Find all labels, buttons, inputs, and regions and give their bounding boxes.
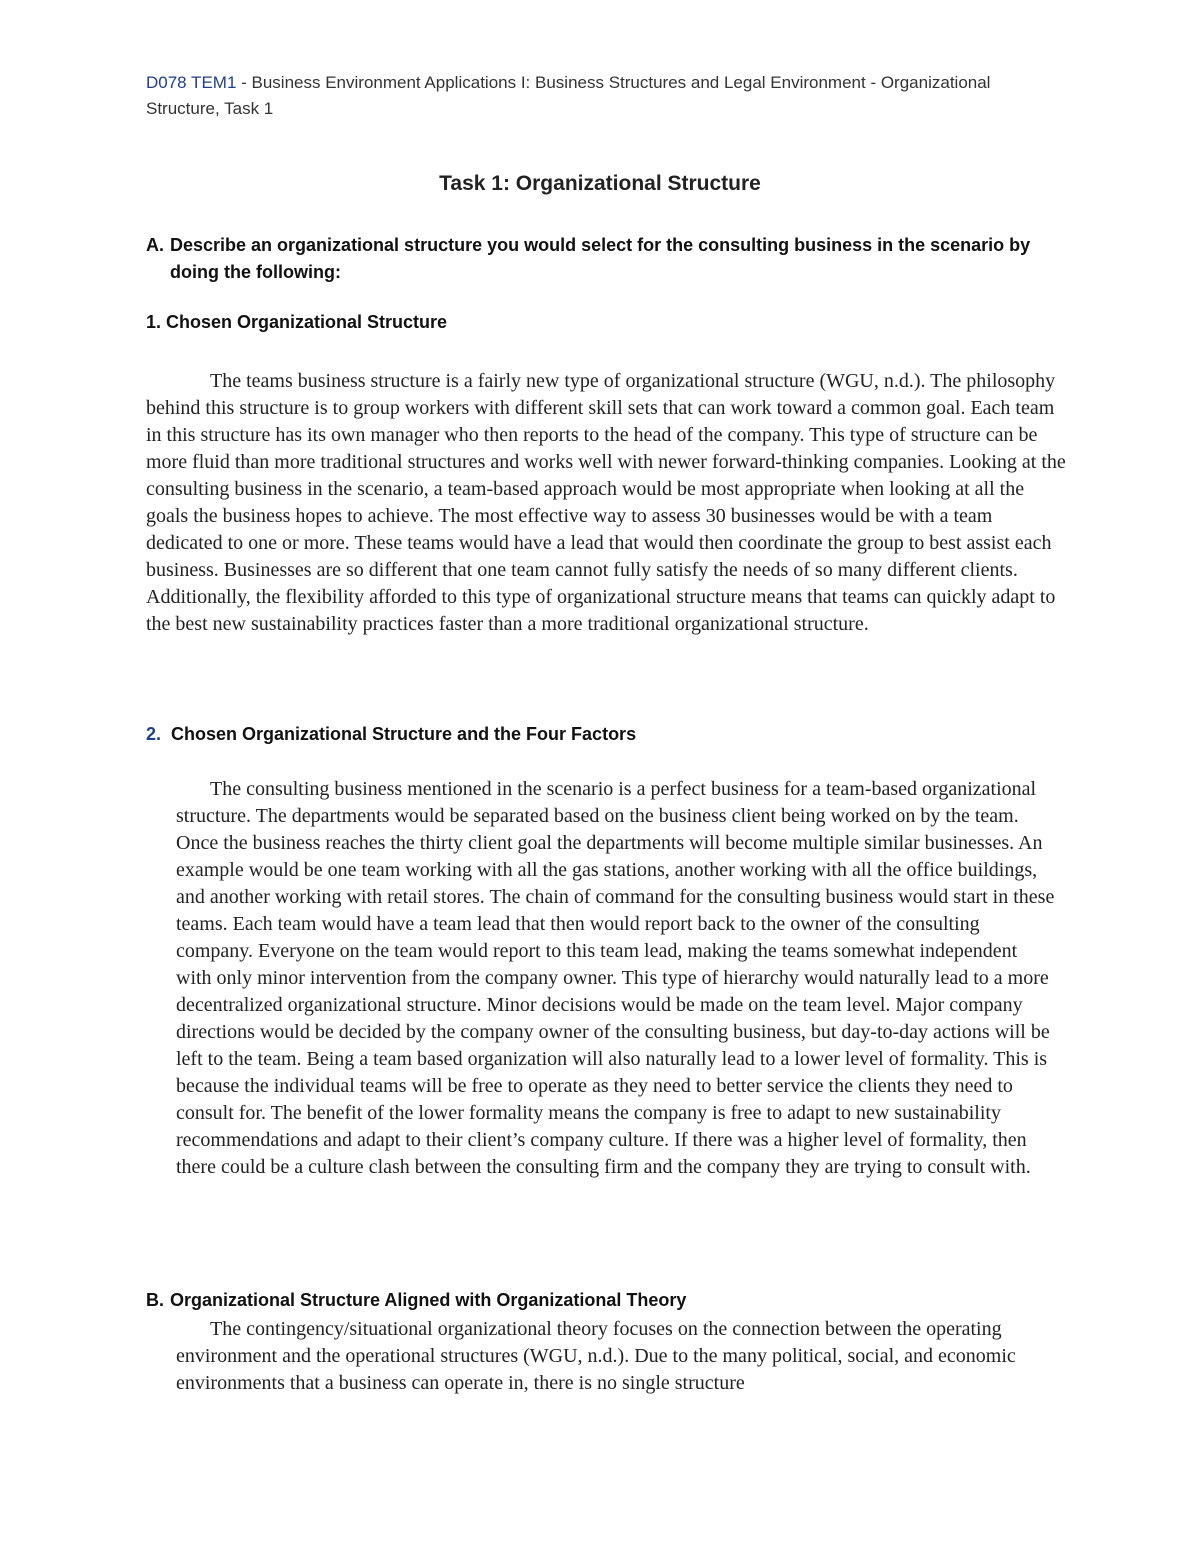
item2-number: 2. (146, 724, 162, 744)
course-code: D078 TEM1 (146, 73, 237, 92)
section-b-heading-line (146, 1290, 686, 1311)
section-a-prompt (146, 232, 1066, 286)
section-a-text: Describe an organizational structure you would select for the consulting business in the scenario by doing the following: (170, 235, 1031, 282)
section-b-marker: B. (146, 1290, 164, 1310)
section-a-marker: A. (146, 235, 164, 255)
section-b-paragraph: The contingency/situational organizational theory focuses on the connection between the operating environment and the operational structures (WGU, n.d.). Due to the many political, social, and economic environments that a business can operate in, there is no single structure (176, 1318, 1016, 1394)
header-text: - Business Environment Applications I: Business Structures and Legal Environment - Organizational Structure, Task 1 (146, 73, 991, 118)
item2-paragraph: The consulting business mentioned in the scenario is a perfect business for a team-based organizational structure. The departments would be separated based on the business client being worked on by the team. Once the business reaches the thirty client goal the departments will become multiple similar businesses. An example would be one team working with all the gas stations, another working with all the office buildings, and another working with retail stores. The chain of command for the consulting business would start in these teams. Each team would have a team lead that then would report back to the owner of the consulting company. Everyone on the team would report to this team lead, making the teams somewhat independent with only minor intervention from the company owner. This type of hierarchy would naturally lead to a more decentralized organizational structure. Minor decisions would be made on the team level. Major company directions would be decided by the company owner of the consulting business, but day-to-day actions will be left to the team. Being a team based organization will also naturally lead to a lower level of formality. This is because the individual teams will be free to operate as they need to better service the clients they need to consult for. The benefit of the lower formality means the company is free to adapt to new sustainability recommendations and adapt to their client’s company culture. If there was a higher level of formality, then there could be a culture clash between the consulting firm and the company they are trying to consult with. (176, 778, 1055, 1178)
item1-heading: 1. Chosen Organizational Structure (146, 312, 448, 332)
item1-paragraph: The teams business structure is a fairly new type of organizational structure (WGU, n.d.). The philosophy behind this structure is to group workers with different skill sets that can work toward a common goal. Each team in this structure has its own manager who then reports to the head of the company. This type of structure can be more fluid than more traditional structures and works well with newer forward-thinking companies. Looking at the consulting business in the scenario, a team-based approach would be most appropriate when looking at all the goals the business hopes to achieve. The most effective way to assess 30 businesses would be with a team dedicated to one or more. These teams would have a lead that would then coordinate the group to best assist each business. Businesses are so different that one team cannot fully satisfy the needs of so many different clients. Additionally, the flexibility afforded to this type of organizational structure means that teams can quickly adapt to the best new sustainability practices faster than a more traditional organizational structure. (146, 370, 1066, 635)
item2-heading-line (146, 724, 636, 745)
item2-heading: Chosen Organizational Structure and the Four Factors (161, 724, 637, 744)
document-title: Task 1: Organizational Structure (439, 172, 761, 195)
page-header (146, 70, 1056, 122)
section-b-heading: Organizational Structure Aligned with Organizational Theory (170, 1290, 687, 1310)
